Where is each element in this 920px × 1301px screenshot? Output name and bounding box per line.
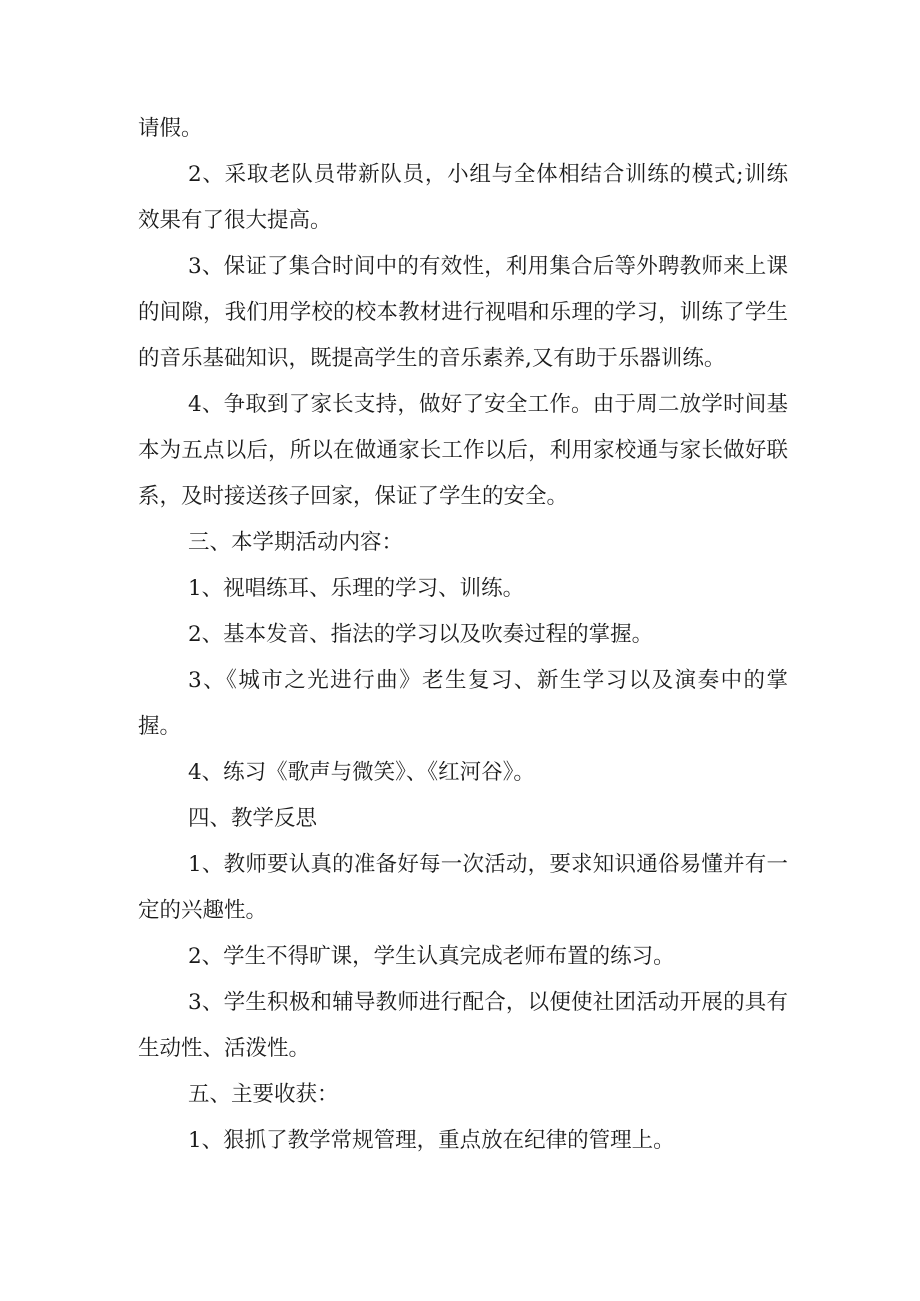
section-heading-activities: 三、本学期活动内容： [188,530,404,555]
list-item-reflection-1: 1、教师要认真的准备好每一次活动，要求知识通俗易懂并有一定的兴趣性。 [138,852,788,923]
paragraph-item-4-parent-support: 4、争取到了家长支持，做好了安全工作。由于周二放学时间基本为五点以后，所以在做通家长工作以后，利用家校通与家长做好联系，及时接送孩子回家，保证了学生的安全。 [138,392,788,509]
list-item-activity-3: 3、《城市之光进行曲》老生复习、新生学习以及演奏中的掌握。 [138,668,788,739]
section-heading-achievements: 五、主要收获： [188,1082,339,1107]
paragraph-continuation: 请假。 [138,116,203,141]
list-item-activity-2: 2、基本发音、指法的学习以及吹奏过程的掌握。 [188,622,654,647]
paragraph-item-3-assembly-time: 3、保证了集合时间中的有效性，利用集合后等外聘教师来上课的间隙，我们用学校的校本教材进行视唱和乐理的学习，训练了学生的音乐基础知识，既提高学生的音乐素养,又有助于乐器训练。 [138,254,788,371]
list-item-reflection-3: 3、学生积极和辅导教师进行配合，以便使社团活动开展的具有生动性、活泼性。 [138,990,788,1061]
list-item-reflection-2: 2、学生不得旷课，学生认真完成老师布置的练习。 [188,944,675,969]
section-heading-reflection: 四、教学反思 [188,806,318,831]
list-item-activity-1: 1、视唱练耳、乐理的学习、训练。 [188,576,525,601]
paragraph-item-2-training-mode: 2、采取老队员带新队员，小组与全体相结合训练的模式;训练效果有了很大提高。 [138,162,788,233]
list-item-activity-4: 4、练习《歌声与微笑》、《红河谷》。 [188,760,535,785]
document-body [138,106,788,1164]
list-item-achievement-1: 1、狠抓了教学常规管理，重点放在纪律的管理上。 [188,1128,675,1153]
